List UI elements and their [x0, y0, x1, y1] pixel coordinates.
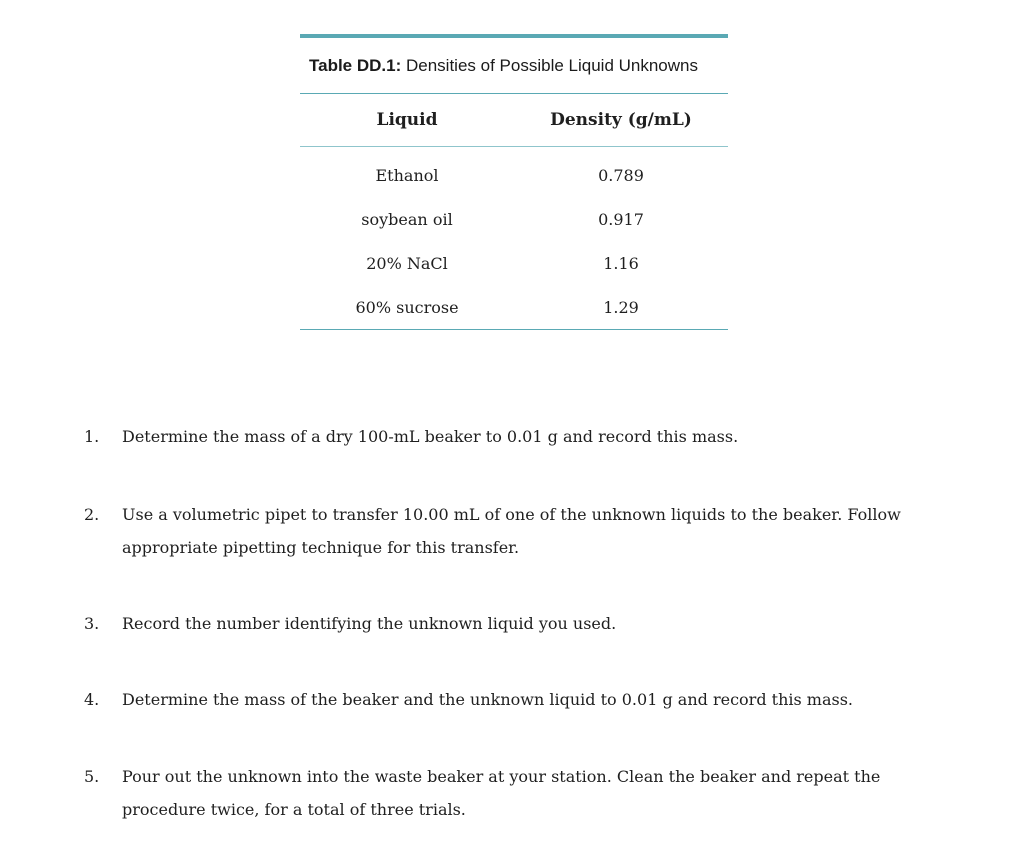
- step-text: Determine the mass of a dry 100-mL beaker to 0.01 g and record this mass.: [122, 427, 739, 446]
- step-text: Determine the mass of the beaker and the unknown liquid to 0.01 g and record this mass.: [122, 690, 854, 709]
- table-row: [300, 285, 728, 329]
- step-text: Record the number identifying the unknown liquid you used.: [122, 614, 617, 633]
- cell-density: 1.29: [603, 297, 639, 317]
- header-density: Density (g/mL): [514, 94, 728, 147]
- density-table-block: [300, 34, 728, 330]
- cell-liquid: 20% NaCl: [366, 253, 448, 273]
- cell-liquid: 60% sucrose: [355, 297, 459, 317]
- table-header-row: [300, 94, 728, 147]
- step-number: 3.: [84, 614, 100, 633]
- cell-liquid: soybean oil: [361, 209, 453, 229]
- step-text: Use a volumetric pipet to transfer 10.00 mL of one of the unknown liquids to the beaker. Follow appropriate pipetting technique for this transfer.: [122, 505, 901, 557]
- step-number: 2.: [84, 505, 100, 524]
- table-caption-label: Table DD.1:: [309, 55, 402, 75]
- cell-density: 0.917: [598, 209, 644, 229]
- table-row: [300, 197, 728, 241]
- table-bottom-rule: [300, 329, 728, 330]
- table-caption-title: Densities of Possible Liquid Unknowns: [406, 55, 698, 75]
- table-row: [300, 241, 728, 285]
- cell-liquid: Ethanol: [375, 165, 439, 185]
- step-number: 5.: [84, 767, 100, 786]
- header-liquid: Liquid: [300, 94, 514, 147]
- step-text: Pour out the unknown into the waste beaker at your station. Clean the beaker and repeat the procedure twice, for a total of three trials.: [122, 767, 881, 819]
- density-table: [300, 94, 728, 329]
- table-caption: [300, 38, 728, 94]
- table-row: [300, 147, 728, 198]
- step-number: 4.: [84, 690, 100, 709]
- cell-density: 0.789: [598, 165, 644, 185]
- cell-density: 1.16: [603, 253, 639, 273]
- step-number: 1.: [84, 427, 100, 446]
